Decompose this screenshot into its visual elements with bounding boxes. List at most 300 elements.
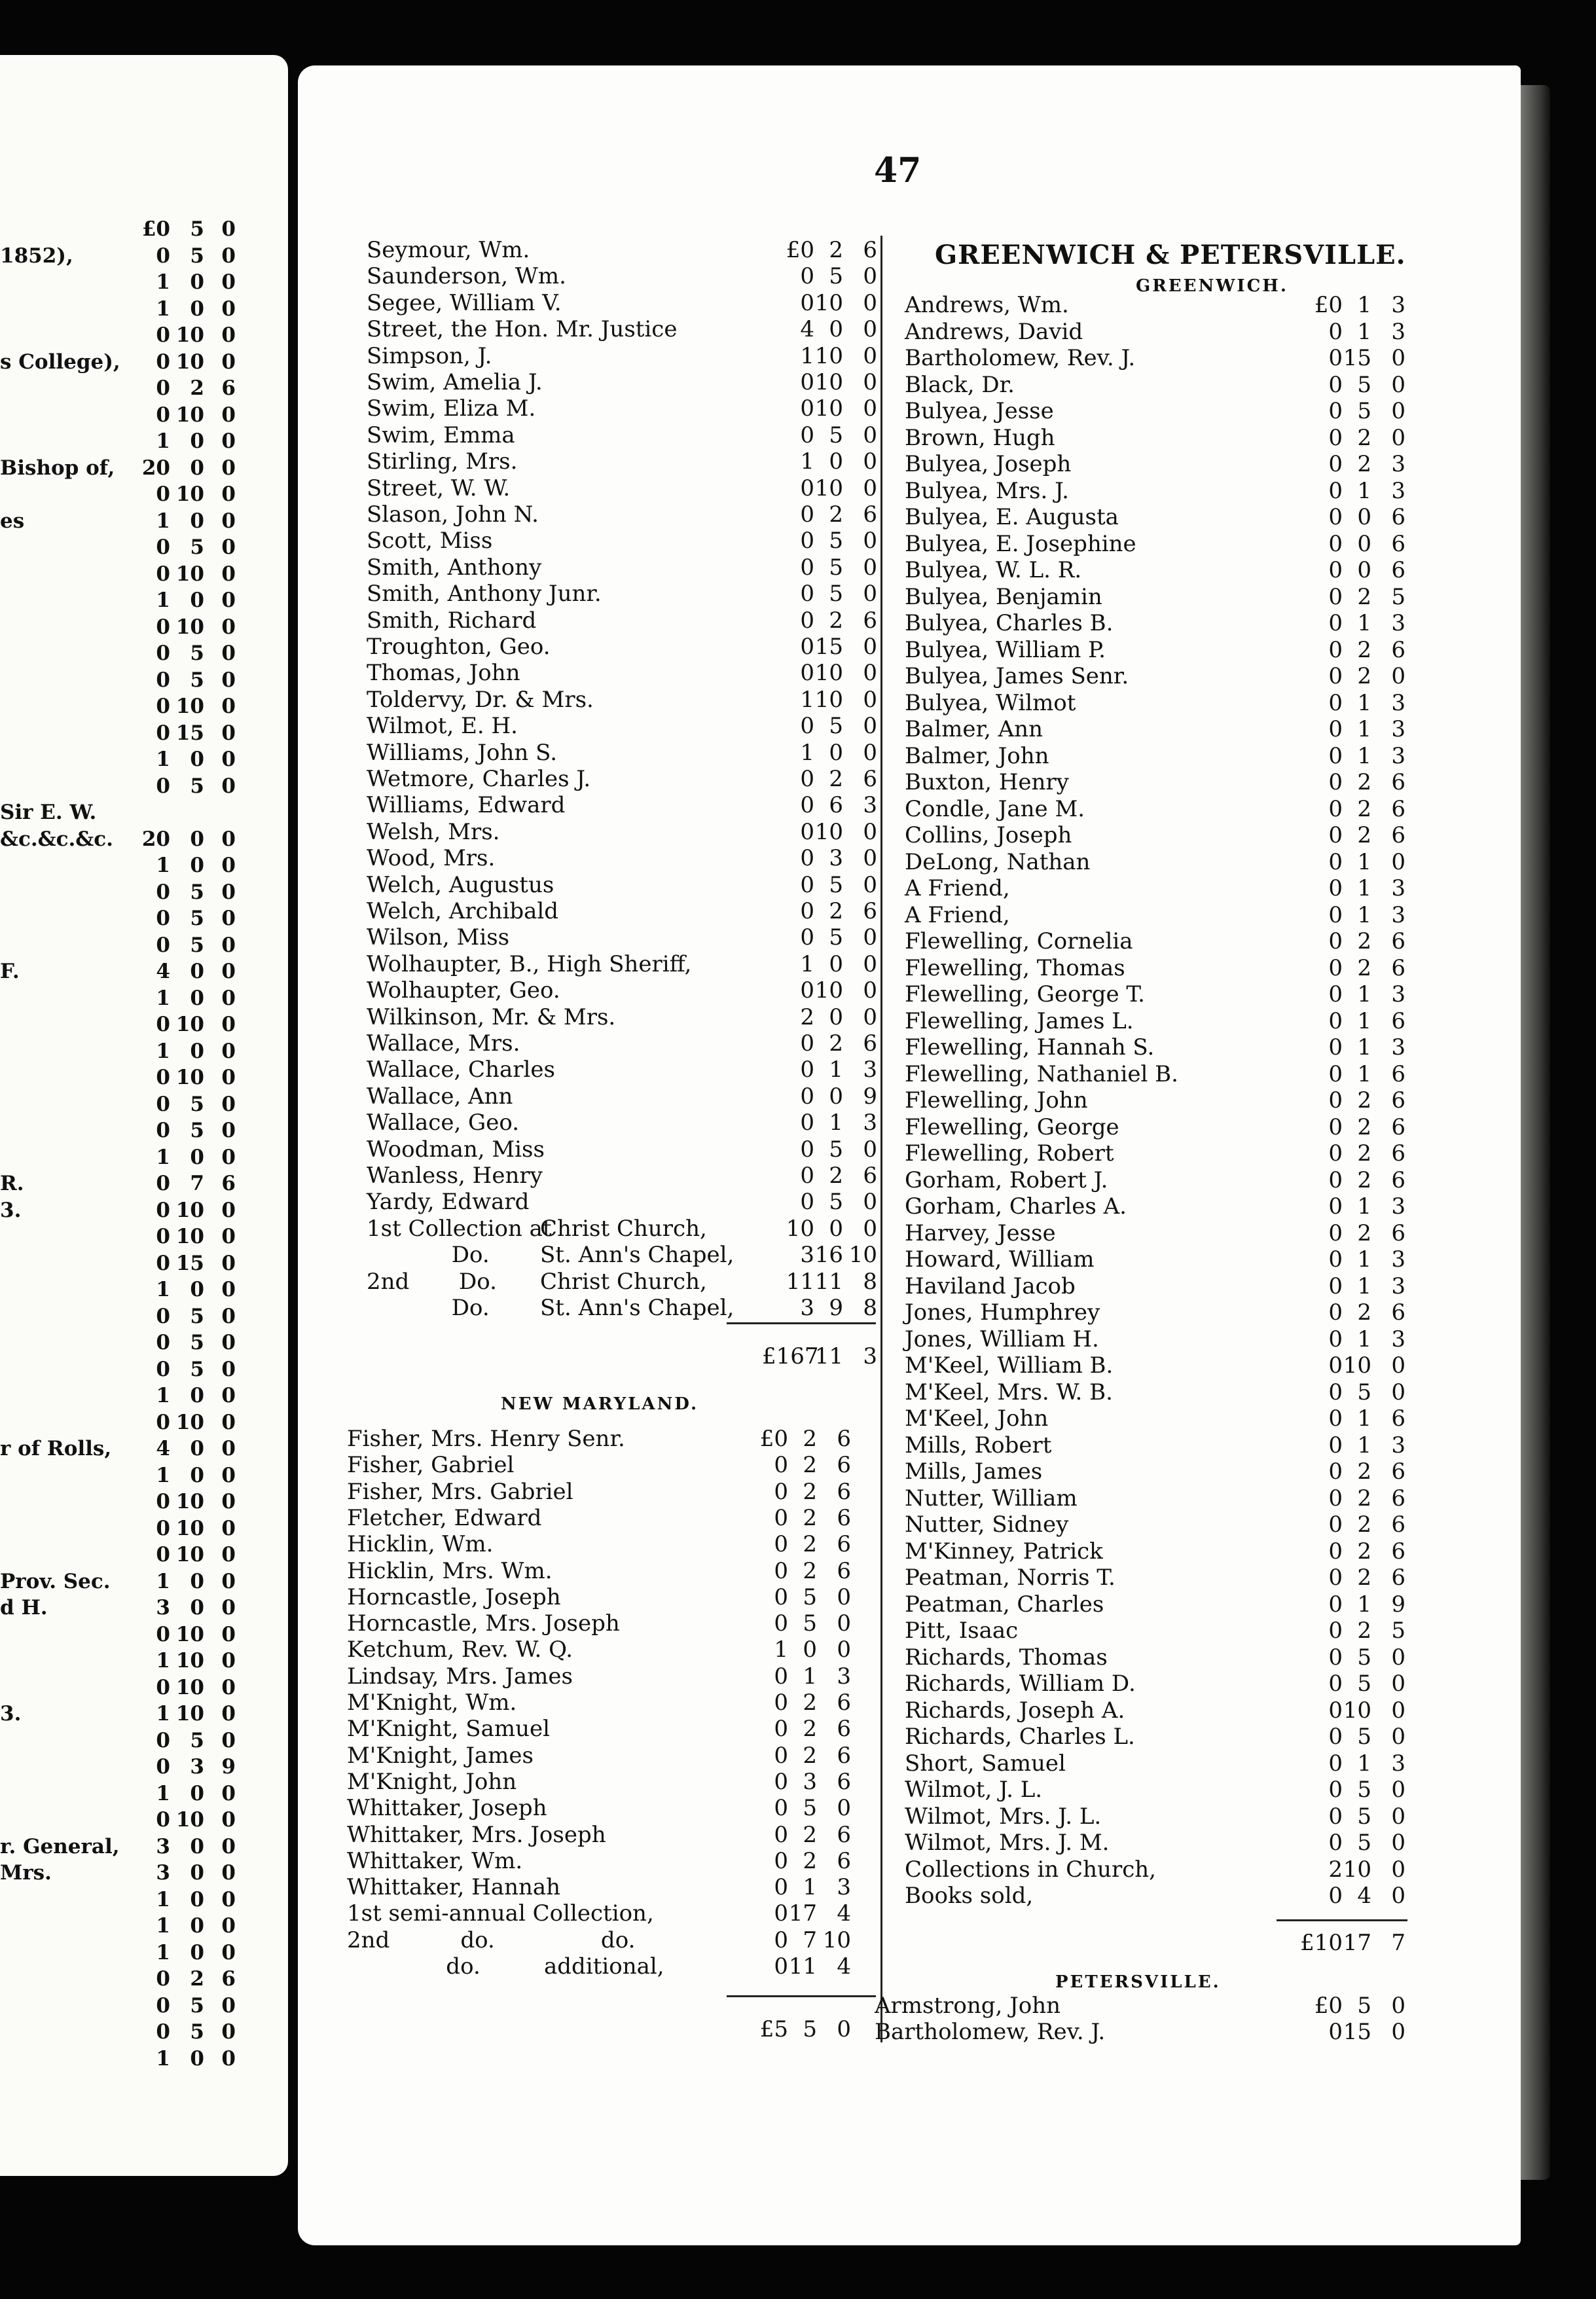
amount-pence: 0: [863, 263, 877, 290]
amount-pence: 6: [1391, 1167, 1406, 1193]
amount-shillings: 0: [829, 950, 843, 977]
amount-pounds: 0: [800, 289, 814, 316]
amount-shillings: 5: [829, 263, 843, 290]
amount-pounds: 0: [156, 880, 170, 904]
donor-row: [367, 713, 877, 739]
amount-pounds: 0: [1328, 1697, 1343, 1724]
facing-page-row: [0, 1411, 288, 1437]
donor-row: [905, 1830, 1406, 1856]
amount-pounds: 1: [156, 854, 170, 877]
amount-shillings: 0: [190, 509, 204, 533]
amount-pounds: 0: [800, 1057, 814, 1083]
amount-pounds: 0: [800, 1136, 814, 1163]
amount-pounds: 0: [774, 1874, 788, 1901]
donor-name: Woodman, Miss: [367, 1136, 545, 1163]
amount-pounds: 0: [800, 528, 814, 554]
amount-shillings: 2: [1357, 1220, 1371, 1246]
amount-pence: 0: [221, 429, 236, 453]
amount-pence: 0: [1391, 1803, 1406, 1830]
amount-pounds: 0: [1328, 504, 1343, 530]
amount-shillings: 2: [803, 1821, 817, 1848]
amount-shillings: 10: [175, 1675, 204, 1699]
amount-shillings: 1: [1357, 981, 1371, 1007]
amount-shillings: 5: [829, 713, 843, 740]
donor-name: Do.: [367, 1242, 490, 1269]
donor-name: Swim, Amelia J.: [367, 369, 543, 395]
amount-shillings: 6: [829, 792, 843, 819]
amount-shillings: 0: [190, 429, 204, 453]
donor-row: [905, 1405, 1406, 1432]
amount-pounds: 0: [774, 1690, 788, 1716]
total-shillings: 5: [803, 2016, 817, 2042]
amount-pounds: 1: [156, 588, 170, 612]
facing-page-row: [0, 1967, 288, 1993]
donor-row: [347, 1637, 851, 1663]
donor-name: Welsh, Mrs.: [367, 818, 500, 845]
donor-name: Toldervy, Dr. & Mrs.: [367, 686, 594, 713]
amount-shillings: 2: [1357, 1565, 1371, 1591]
donor-name: do. additional,: [347, 1953, 664, 1980]
amount-pence: 0: [221, 535, 236, 559]
donor-name: M'Knight, Wm.: [347, 1690, 517, 1716]
amount-shillings: 5: [1357, 371, 1371, 398]
amount-shillings: 2: [1357, 1087, 1371, 1113]
amount-shillings: 5: [190, 774, 204, 798]
amount-pounds: 0: [1328, 1538, 1343, 1565]
amount-pounds: 3: [800, 1295, 814, 1321]
amount-pence: 3: [1391, 1193, 1406, 1220]
amount-pounds: 0: [1328, 345, 1343, 371]
donor-name: Bulyea, Wilmot: [905, 689, 1076, 716]
amount-pounds: 0: [156, 1410, 170, 1434]
amount-pence: 0: [221, 2020, 236, 2044]
donor-name: M'Knight, Samuel: [347, 1716, 550, 1743]
amount-shillings: 0: [190, 748, 204, 771]
amount-shillings: 10: [175, 1516, 204, 1540]
collection-place: Christ Church,: [540, 1215, 707, 1242]
donor-row: [905, 690, 1406, 716]
facing-page-row: [0, 297, 288, 323]
donor-row: [905, 1750, 1406, 1777]
donor-name: Whittaker, Joseph: [347, 1795, 547, 1822]
amount-pounds: 1: [156, 1278, 170, 1301]
amount-shillings: 10: [1343, 1856, 1371, 1883]
amount-shillings: 3: [803, 1768, 817, 1795]
total-pence: 7: [1391, 1930, 1406, 1956]
amount-shillings: 1: [1357, 1326, 1371, 1352]
donor-name: Flewelling, George: [905, 1113, 1119, 1140]
donor-row: [875, 1993, 1406, 2019]
amount-pence: 0: [863, 1215, 877, 1242]
amount-shillings: 0: [829, 739, 843, 766]
amount-pence: 0: [863, 977, 877, 1004]
amount-shillings: 5: [803, 1584, 817, 1610]
amount-pounds: 1: [156, 748, 170, 771]
amount-shillings: 5: [1357, 1671, 1371, 1697]
amount-shillings: 2: [1357, 1140, 1371, 1167]
donor-name: Flewelling, Cornelia: [905, 928, 1133, 954]
donor-name: Andrews, David: [905, 318, 1083, 345]
donor-row: [905, 769, 1406, 795]
amount-shillings: 5: [829, 554, 843, 581]
amount-shillings: 0: [190, 1463, 204, 1487]
amount-pounds: 0: [156, 1808, 170, 1832]
donor-row: [347, 1479, 851, 1505]
amount-pence: 6: [1391, 1565, 1406, 1591]
amount-shillings: 1: [1357, 1193, 1371, 1220]
amount-shillings: 2: [190, 1967, 204, 1991]
amount-shillings: 10: [1343, 1352, 1371, 1379]
amount-pounds: £0: [759, 1426, 788, 1452]
amount-pounds: 0: [1328, 1565, 1343, 1591]
donor-name: Harvey, Jesse: [905, 1220, 1056, 1246]
donor-name: Wallace, Ann: [367, 1083, 513, 1110]
amount-shillings: 5: [1357, 1803, 1371, 1830]
donor-name: 1st Collection at: [367, 1215, 552, 1242]
amount-pence: 0: [221, 1066, 236, 1089]
donor-row: [905, 716, 1406, 742]
facing-page-row: [0, 721, 288, 748]
amount-pence: 0: [1391, 345, 1406, 371]
donor-name: Williams, Edward: [367, 792, 566, 819]
donor-name: Horncastle, Mrs. Joseph: [347, 1610, 620, 1637]
amount-pence: 0: [221, 456, 236, 480]
amount-shillings: 2: [1357, 795, 1371, 822]
amount-pence: 6: [863, 898, 877, 924]
amount-shillings: 1: [1357, 610, 1371, 636]
donor-row: [905, 1883, 1406, 1909]
facing-page-text: F.: [0, 960, 20, 983]
facing-page-row: [0, 1119, 288, 1145]
col2-heading: GREENWICH & PETERSVILLE.: [935, 240, 1406, 270]
amount-shillings: 15: [1343, 2019, 1371, 2045]
donor-name: Smith, Richard: [367, 607, 537, 634]
amount-pounds: 0: [1328, 398, 1343, 424]
donor-row: [905, 1856, 1406, 1883]
amount-pounds: 0: [1328, 1644, 1343, 1671]
amount-pence: 6: [1391, 1512, 1406, 1538]
amount-shillings: 5: [190, 880, 204, 904]
col1-heading-new-maryland: NEW MARYLAND.: [501, 1394, 699, 1414]
amount-pounds: 0: [1328, 1220, 1343, 1246]
total-pence: 0: [837, 2016, 851, 2042]
donor-row: [367, 1189, 877, 1215]
donor-name: Wallace, Geo.: [367, 1110, 520, 1136]
donor-row: [905, 849, 1406, 875]
donor-row: [347, 1505, 851, 1531]
donor-row: [905, 1273, 1406, 1299]
amount-shillings: 2: [1357, 822, 1371, 848]
amount-pounds: 4: [156, 960, 170, 983]
amount-pounds: 0: [1328, 901, 1343, 928]
facing-page-row: [0, 1517, 288, 1543]
donor-row: [367, 819, 877, 845]
facing-page-row: [0, 2020, 288, 2046]
amount-pounds: 4: [800, 316, 814, 343]
amount-shillings: 10: [175, 1198, 204, 1222]
donor-name: Nutter, Sidney: [905, 1512, 1069, 1538]
amount-shillings: 1: [1357, 1060, 1371, 1087]
amount-pence: 6: [1391, 795, 1406, 822]
amount-shillings: 0: [190, 1914, 204, 1938]
donor-row: [905, 1458, 1406, 1485]
amount-pence: 0: [863, 395, 877, 422]
amount-shillings: 0: [1357, 530, 1371, 557]
facing-page-row: [0, 535, 288, 562]
donor-row: [347, 1584, 851, 1610]
facing-page-row: [0, 1702, 288, 1728]
amount-pounds: 0: [156, 482, 170, 506]
amount-pence: 6: [1391, 1299, 1406, 1326]
amount-pounds: 0: [1328, 1140, 1343, 1167]
amount-pounds: 1: [156, 1887, 170, 1911]
amount-pounds: 2: [800, 1004, 814, 1030]
amount-pounds: 0: [800, 924, 814, 951]
amount-pence: 6: [863, 501, 877, 528]
donor-name: Wallace, Mrs.: [367, 1030, 520, 1057]
amount-shillings: 2: [1357, 1538, 1371, 1565]
amount-pounds: 0: [156, 1304, 170, 1328]
amount-pence: 0: [221, 721, 236, 745]
amount-shillings: 0: [190, 960, 204, 983]
amount-pence: 0: [221, 1596, 236, 1620]
donor-row: [905, 1565, 1406, 1591]
facing-page-row: [0, 615, 288, 642]
amount-pence: 0: [221, 323, 236, 347]
amount-shillings: 1: [1357, 689, 1371, 716]
collection-place: St. Ann's Chapel,: [540, 1242, 735, 1269]
amount-pence: 0: [1391, 1856, 1406, 1883]
amount-pounds: 0: [1328, 716, 1343, 742]
amount-pounds: 0: [156, 1755, 170, 1779]
amount-pounds: 0: [156, 1675, 170, 1699]
amount-pounds: 0: [1328, 318, 1343, 345]
donor-row: [367, 1242, 877, 1268]
donor-name: Swim, Eliza M.: [367, 395, 536, 422]
donor-row: [905, 928, 1406, 954]
amount-shillings: 7: [803, 1927, 817, 1953]
donor-row: [367, 607, 877, 634]
amount-pounds: 0: [800, 818, 814, 845]
donor-name: Seymour, Wm.: [367, 237, 530, 263]
amount-pounds: 1: [156, 2046, 170, 2071]
amount-pence: 0: [1391, 1379, 1406, 1405]
donor-name: Fisher, Gabriel: [347, 1452, 515, 1479]
donor-name: Stirling, Mrs.: [367, 448, 518, 475]
amount-shillings: 5: [190, 642, 204, 665]
amount-shillings: 1: [1357, 318, 1371, 345]
donor-row: [905, 1432, 1406, 1458]
amount-pounds: 0: [156, 1993, 170, 2018]
donor-name: 2nd Do.: [367, 1268, 497, 1295]
amount-shillings: 0: [190, 854, 204, 877]
amount-pounds: 0: [1328, 636, 1343, 663]
amount-pence: 0: [221, 1119, 236, 1142]
facing-page-row: [0, 1305, 288, 1331]
amount-pounds: 0: [156, 562, 170, 586]
amount-pence: 6: [837, 1504, 851, 1531]
facing-page-text: Sir E. W.: [0, 801, 97, 824]
facing-page-row: [0, 1358, 288, 1384]
amount-pence: 6: [1391, 636, 1406, 663]
amount-shillings: 5: [190, 1304, 204, 1328]
donor-row: [905, 1485, 1406, 1512]
amount-shillings: 9: [829, 1295, 843, 1321]
amount-pence: 0: [221, 1463, 236, 1487]
facing-page-text: r. General,: [0, 1834, 120, 1858]
donor-row: [905, 981, 1406, 1007]
amount-pence: 6: [1391, 1087, 1406, 1113]
facing-page-text: 3.: [0, 1702, 22, 1726]
amount-pence: 4: [837, 1900, 851, 1927]
amount-pounds: 20: [141, 827, 170, 851]
amount-pounds: 0: [1328, 1034, 1343, 1060]
donor-name: Flewelling, James L.: [905, 1007, 1134, 1034]
amount-pence: 0: [221, 1914, 236, 1938]
col1-total: [367, 1343, 877, 1369]
amount-pence: 6: [1391, 1060, 1406, 1087]
donor-row: [905, 637, 1406, 663]
amount-shillings: 0: [803, 1637, 817, 1663]
amount-pence: 6: [863, 766, 877, 792]
donor-name: Flewelling, George T.: [905, 981, 1145, 1007]
donor-row: [347, 1452, 851, 1478]
amount-shillings: 1: [1357, 477, 1371, 504]
amount-pence: 0: [221, 1039, 236, 1063]
amount-pence: 3: [1391, 477, 1406, 504]
donor-row: [905, 1246, 1406, 1273]
donor-row: [905, 531, 1406, 557]
total-pence: 3: [863, 1343, 877, 1369]
facing-page-row: [0, 1464, 288, 1490]
amount-pounds: 0: [156, 1490, 170, 1513]
col1b-total: [347, 2016, 851, 2042]
donor-row: [367, 290, 877, 316]
amount-pounds: 0: [1328, 1777, 1343, 1803]
amount-pence: 0: [221, 403, 236, 427]
amount-shillings: 0: [190, 2046, 204, 2071]
donor-row: [367, 766, 877, 792]
amount-pounds: 0: [156, 244, 170, 268]
amount-pounds: 0: [1328, 1512, 1343, 1538]
donor-name: 2nd do. do.: [347, 1927, 636, 1953]
amount-pounds: 0: [1328, 1113, 1343, 1140]
facing-page-row: [0, 1649, 288, 1675]
amount-shillings: 0: [190, 986, 204, 1010]
donor-row: [367, 1269, 877, 1295]
amount-shillings: 2: [803, 1452, 817, 1479]
amount-shillings: 2: [829, 1030, 843, 1057]
donor-name: M'Kinney, Patrick: [905, 1538, 1103, 1565]
amount-pence: 0: [221, 1622, 236, 1646]
amount-pence: 0: [221, 1145, 236, 1169]
donor-row: [367, 475, 877, 501]
donor-row: [347, 1848, 851, 1874]
amount-pence: 0: [221, 1543, 236, 1566]
donor-name: Gorham, Charles A.: [905, 1193, 1127, 1220]
amount-pounds: 0: [800, 581, 814, 607]
amount-pounds: 0: [1328, 742, 1343, 769]
facing-page-row: [0, 403, 288, 429]
donor-name: Bulyea, Charles B.: [905, 610, 1114, 636]
amount-shillings: 1: [1357, 1750, 1371, 1777]
donor-name: DeLong, Nathan: [905, 848, 1091, 875]
amount-pounds: 0: [1328, 1671, 1343, 1697]
donor-row: [347, 1769, 851, 1795]
amount-pence: 0: [221, 1728, 236, 1752]
amount-pounds: 0: [1328, 795, 1343, 822]
amount-shillings: 0: [1357, 557, 1371, 583]
amount-shillings: 10: [1343, 1697, 1371, 1724]
amount-pounds: 0: [156, 403, 170, 427]
amount-pounds: 0: [1328, 1379, 1343, 1405]
donor-name: A Friend,: [905, 875, 1010, 901]
amount-pounds: 0: [156, 1013, 170, 1036]
amount-pounds: 0: [774, 1768, 788, 1795]
amount-pounds: 1: [156, 1039, 170, 1063]
amount-shillings: 0: [190, 1861, 204, 1885]
amount-pounds: 0: [1328, 954, 1343, 981]
facing-page-text: Bishop of,: [0, 456, 115, 480]
amount-pounds: 0: [800, 1083, 814, 1110]
donor-name: Bulyea, James Senr.: [905, 663, 1129, 689]
amount-pounds: 0: [1328, 1246, 1343, 1273]
amount-pence: 0: [863, 369, 877, 395]
amount-shillings: 0: [829, 1215, 843, 1242]
amount-shillings: 0: [190, 1145, 204, 1169]
amount-pence: 0: [863, 475, 877, 501]
facing-page-row: [0, 880, 288, 907]
amount-pence: 0: [863, 289, 877, 316]
amount-pence: 0: [221, 509, 236, 533]
facing-page-row: [0, 1808, 288, 1834]
facing-page-row: [0, 1490, 288, 1516]
amount-pence: 0: [221, 986, 236, 1010]
amount-pence: 0: [863, 448, 877, 475]
facing-page-row: [0, 1093, 288, 1119]
amount-pence: 0: [863, 660, 877, 687]
facing-page-row: [0, 1278, 288, 1304]
donor-name: Whittaker, Hannah: [347, 1874, 561, 1901]
amount-pounds: £0: [786, 237, 814, 263]
facing-page-text: Prov. Sec.: [0, 1569, 111, 1593]
amount-pence: 6: [1391, 928, 1406, 954]
amount-shillings: 5: [829, 528, 843, 554]
amount-pounds: 0: [1328, 822, 1343, 848]
donor-row: [367, 1004, 877, 1030]
amount-shillings: 10: [175, 403, 204, 427]
column-divider: [880, 236, 882, 2042]
donor-name: Haviland Jacob: [905, 1273, 1076, 1299]
amount-pence: 0: [863, 528, 877, 554]
amount-shillings: 10: [814, 475, 843, 501]
amount-pence: 5: [1391, 583, 1406, 610]
amount-shillings: 0: [190, 1437, 204, 1460]
facing-page-row: [0, 456, 288, 482]
facing-page-row: [0, 827, 288, 854]
amount-pence: 6: [837, 1690, 851, 1716]
amount-pounds: 0: [800, 395, 814, 422]
amount-shillings: 5: [190, 217, 204, 241]
amount-shillings: 1: [1357, 1034, 1371, 1060]
amount-pounds: 0: [1328, 1432, 1343, 1458]
amount-pence: 0: [221, 1940, 236, 1964]
donor-row: [905, 1352, 1406, 1379]
amount-shillings: 2: [829, 607, 843, 634]
amount-shillings: 2: [803, 1690, 817, 1716]
amount-shillings: 1: [1357, 901, 1371, 928]
facing-page-row: [0, 1146, 288, 1172]
